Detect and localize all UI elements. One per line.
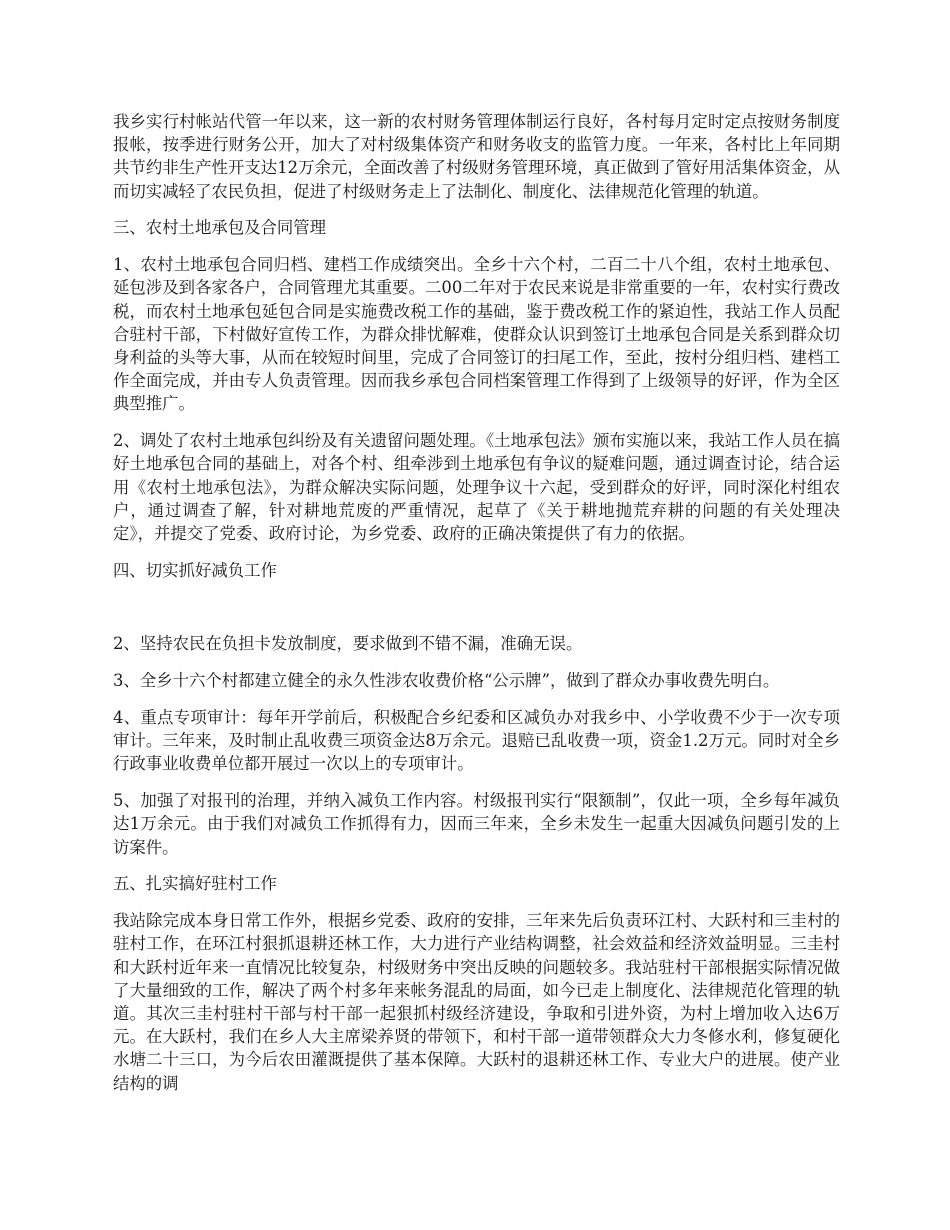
section-heading-5: 五、扎实搞好驻村工作: [113, 874, 277, 894]
paragraph-contract-archiving: 1、农村土地承包合同归档、建档工作成绩突出。全乡十六个村，二百二十八个组，农村土地承包、延包涉及到各家各户，合同管理尤其重要。二00二年对于农民来说是非常重要的一年，农村实行费改税，而农村土地承包延包合同是实施费改税工作的基础，鉴于费改税工作的紧迫性，我站工作人员配合驻村干部，下村做好宣传工作，为群众排忧解难，使群众认识到签订土地承包合同是关系到群众切身利益的头等大事，从而在较短时间里，完成了合同签订的扫尾工作，至此，按村分组归档、建档工作全面完成，并由专人负责管理。因而我乡承包合同档案管理工作得到了上级领导的好评，作为全区典型推广。: [113, 255, 840, 414]
paragraph-newspaper-control: 5、加强了对报刊的治理，并纳入减负工作内容。村级报刊实行“限额制”，仅此一项，全乡每年减负达1万余元。由于我们对减负工作抓得有力，因而三年来，全乡未发生一起重大因减负问题引发的上访案件。: [113, 791, 840, 857]
section-heading-4: 四、切实抓好减负工作: [113, 560, 277, 580]
paragraph-special-audit: 4、重点专项审计：每年开学前后，积极配合乡纪委和区减负办对我乡中、小学收费不少于一次专项审计。三年来，及时制止乱收费三项资金达8万余元。退赔已乱收费一项，资金1.2万元。同时对全乡行政事业收费单位都开展过一次以上的专项审计。: [113, 708, 840, 774]
paragraph-burden-card: 2、坚持农民在负担卡发放制度，要求做到不错不漏，准确无误。: [113, 634, 583, 654]
paragraph-dispute-mediation: 2、调处了农村土地承包纠纷及有关遗留问题处理。《土地承包法》颁布实施以来，我站工作人员在搞好土地承包合同的基础上，对各个村、组牵涉到土地承包有争议的疑难问题，通过调查讨论，结合运用《农村土地承包法》，为群众解决实际问题，处理争议十六起，受到群众的好评，同时深化村组农户，通过调查了解，针对耕地荒废的严重情况，起草了《关于耕地抛荒弃耕的问题的有关处理决定》，并提交了党委、政府讨论，为乡党委、政府的正确决策提供了有力的依据。: [113, 431, 840, 544]
section-heading-3: 三、农村土地承包及合同管理: [113, 218, 327, 238]
paragraph-finance-intro: 我乡实行村帐站代管一年以来，这一新的农村财务管理体制运行良好，各村每月定时定点按财务制度报帐，按季进行财务公开，加大了对村级集体资产和财务收支的监管力度。一年来，各村比上年同期共节约非生产性开支达12万余元，全面改善了村级财务管理环境，真正做到了管好用活集体资金，从而切实减轻了农民负担，促进了村级财务走上了法制化、制度化、法律规范化管理的轨道。: [113, 112, 840, 201]
blank-gap: [113, 596, 840, 633]
paragraph-price-board: 3、全乡十六个村都建立健全的永久性涉农收费价格“公示牌”，做到了群众办事收费先明白。: [113, 671, 780, 691]
paragraph-village-work: 我站除完成本身日常工作外，根据乡党委、政府的安排，三年来先后负责环江村、大跃村和三圭村的驻村工作，在环江村狠抓退耕还林工作，大力进行产业结构调整，社会效益和经济效益明显。三圭村和大跃村近年来一直情况比较复杂，村级财务中突出反映的问题较多。我站驻村干部根据实际情况做了大量细致的工作，解决了两个村多年来帐务混乱的局面，如今已走上制度化、法律规范化管理的轨道。其次三圭村驻村干部与村干部一起狠抓村级经济建设，争取和引进外资，为村上增加收入达6万元。在大跃村，我们在乡人大主席梁养贤的带领下，和村干部一道带领群众大力冬修水利，修复硬化水塘二十三口，为今后农田灌溉提供了基本保障。大跃村的退耕还林工作、专业大户的进展。使产业结构的调: [113, 911, 840, 1093]
